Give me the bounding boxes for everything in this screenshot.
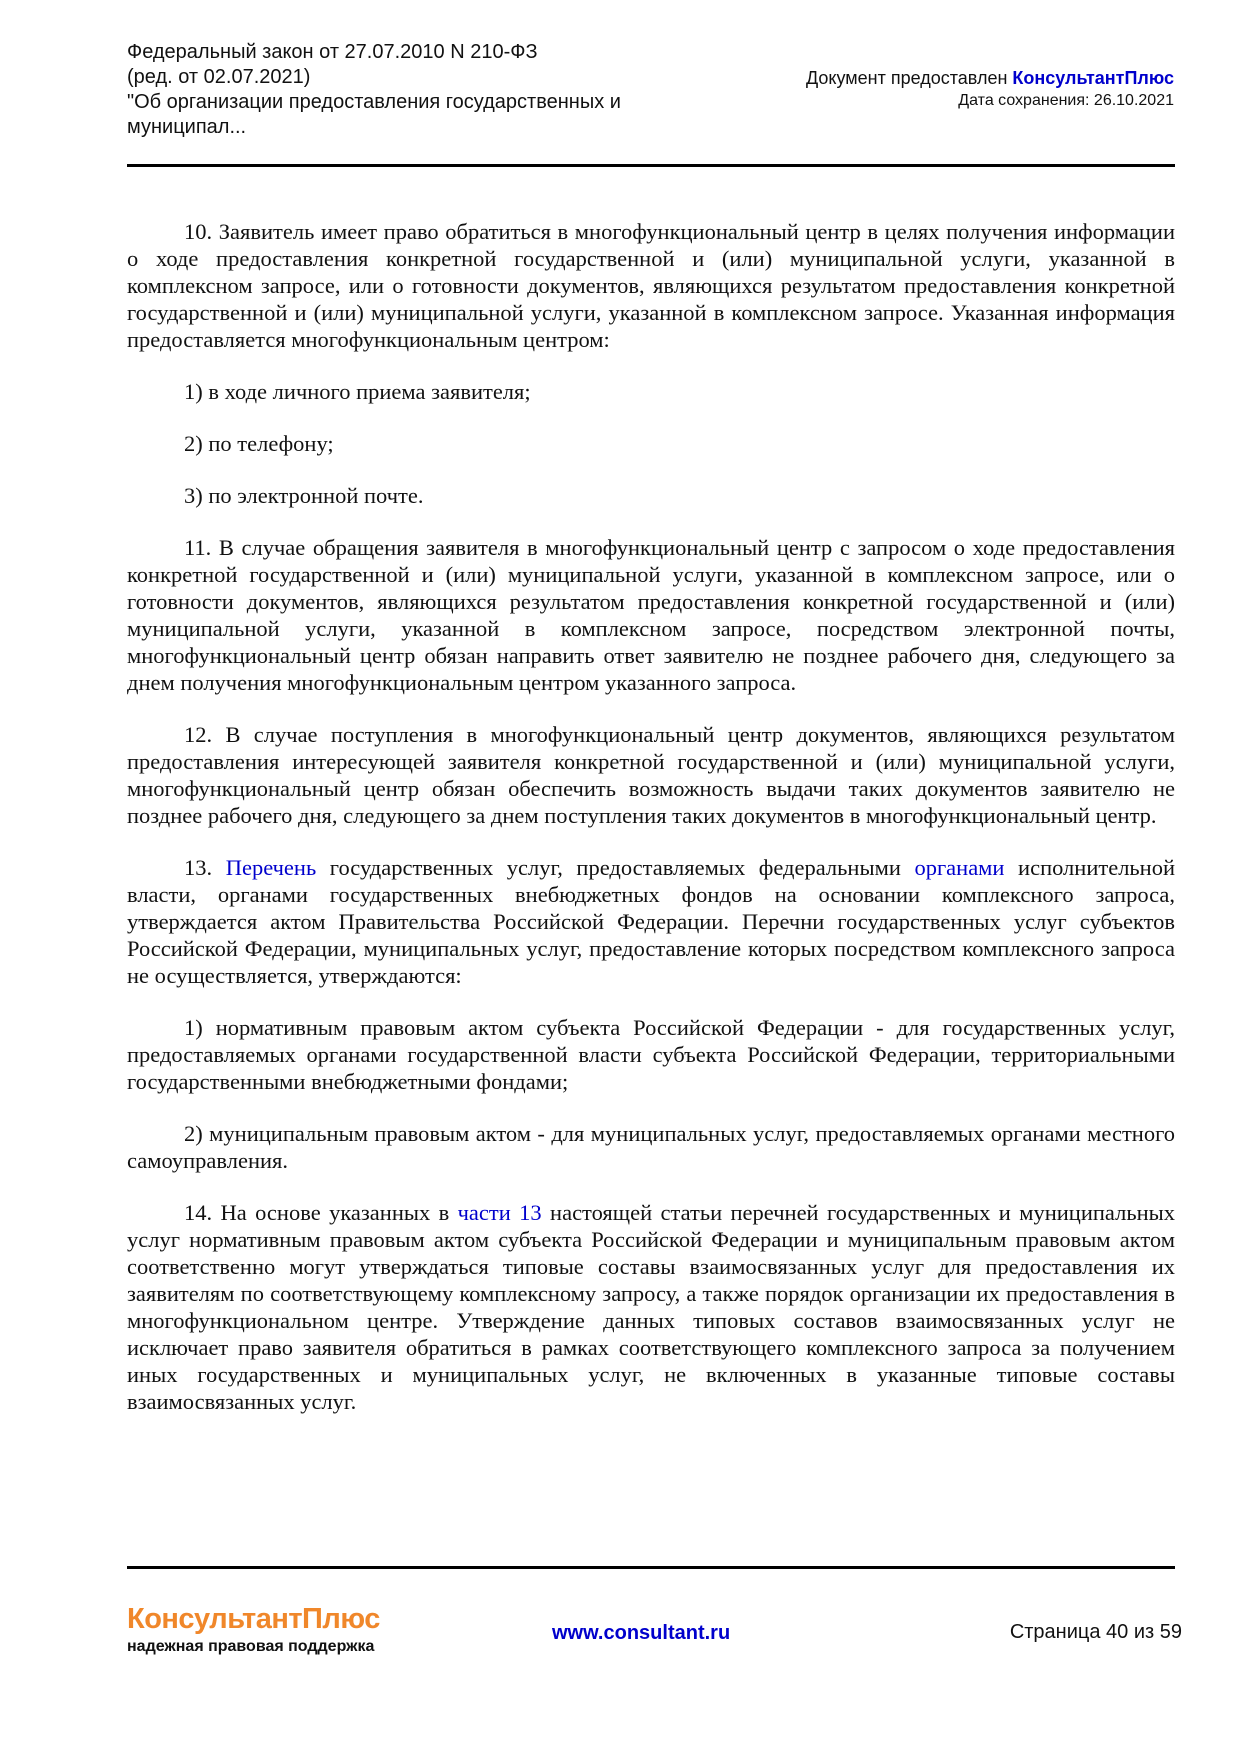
- page-total: 59: [1159, 1621, 1182, 1643]
- paragraph-11: 11. В случае обращения заявителя в многофункциональный центр с запросом о ходе предоставления конкретной государственной и (или) муниципальной услуги, указанной в комплексном запросе, или о готовности документов, являющихся результатом предоставления конкретной государственной и (или) муниципальной услуги, указанной в комплексном запросе, посредством электронной почты, многофункциональный центр обязан направить ответ заявителю не позднее рабочего дня, следующего за днем получения многофункциональным центром указанного запроса.: [127, 535, 1175, 695]
- footer-divider: [127, 1566, 1175, 1569]
- title-line: "Об организации предоставления государственных и: [127, 91, 621, 113]
- logo-tagline: надежная правовая поддержка: [127, 1638, 375, 1655]
- paragraph-10: 10. Заявитель имеет право обратиться в многофункциональный центр в целях получения информации о ходе предоставления конкретной государственной и (или) муниципальной услуги, указанной в комплексном запросе, или о готовности документов, являющихся результатом предоставления конкретной государственной и (или) муниципальной услуги, указанной в комплексном запросе. Указанная информация предоставляется многофункциональным центром:: [127, 219, 1175, 352]
- perechen-link[interactable]: Перечень: [225, 855, 317, 880]
- consultant-logo: [127, 1602, 380, 1658]
- title-line: Федеральный закон от 27.07.2010 N 210-ФЗ: [127, 41, 538, 63]
- provided-by-label: Документ предоставлен: [806, 68, 1013, 88]
- list-item: 2) по телефону;: [184, 431, 334, 456]
- paragraph-12: 12. В случае поступления в многофункциональный центр документов, являющихся результатом предоставления интересующей заявителя конкретной государственной и (или) муниципальной услуги, многофункциональный центр обязан обеспечить возможность выдачи таких документов заявителю не позднее рабочего дня, следующего за днем поступления таких документов в многофункциональный центр.: [127, 722, 1175, 828]
- page-label: Страница: [1009, 1621, 1107, 1643]
- list-item: 2) муниципальным правовым актом - для муниципальных услуг, предоставляемых органами местного самоуправления.: [127, 1121, 1175, 1173]
- organami-link[interactable]: органами: [914, 855, 1005, 880]
- document-body: [127, 218, 1175, 1440]
- save-date: Дата сохранения: 26.10.2021: [958, 92, 1174, 109]
- paragraph-13: [127, 854, 1175, 989]
- paragraph-14: [127, 1199, 1175, 1415]
- header-divider: [127, 164, 1175, 167]
- logo-name: КонсультантПлюс: [127, 1603, 380, 1635]
- text: настоящей статьи перечней государственных и муниципальных услуг нормативным правовым актом субъекта Российской Федерации и муниципальным правовым актом соответственно могут утверждаться типовые составы взаимосвязанных услуг для предоставления их заявителям по соответствующему комплексному запросу, а также порядок организации их предоставления в многофункциональном центре. Утверждение данных типовых составов взаимосвязанных услуг не исключает право заявителя обратиться в рамках соответствующего комплексного запроса за получением иных государственных и муниципальных услуг, не включенных в указанные типовые составы взаимосвязанных услуг.: [127, 1200, 1175, 1414]
- title-line: муниципал...: [127, 116, 247, 138]
- page-number: [1010, 1621, 1182, 1644]
- brand-link[interactable]: КонсультантПлюс: [1012, 68, 1174, 88]
- page-current: 40: [1106, 1621, 1129, 1643]
- list-item: 3) по электронной почте.: [184, 483, 424, 508]
- provider-info: [806, 66, 1174, 112]
- chast-13-link[interactable]: части 13: [457, 1200, 542, 1225]
- text: исполнительной власти, органами государственных внебюджетных фондов на основании комплексного запроса, утверждается актом Правительства Российской Федерации. Перечни государственных услуг субъектов Российской Федерации, муниципальных услуг, предоставление которых посредством комплексного запроса не осуществляется, утверждаются:: [127, 855, 1176, 988]
- title-line: (ред. от 02.07.2021): [127, 66, 311, 88]
- text: 14. На основе указанных в: [184, 1200, 458, 1225]
- text: государственных услуг, предоставляемых федеральными: [316, 855, 915, 880]
- list-item: 1) нормативным правовым актом субъекта Российской Федерации - для государственных услуг, предоставляемых органами государственной власти субъекта Российской Федерации, территориальными государственными внебюджетными фондами;: [127, 1015, 1175, 1094]
- page-sep: из: [1128, 1621, 1160, 1643]
- text: 13.: [184, 855, 226, 880]
- document-title: [127, 40, 687, 140]
- list-item: 1) в ходе личного приема заявителя;: [184, 379, 531, 404]
- site-link[interactable]: www.consultant.ru: [552, 1622, 731, 1644]
